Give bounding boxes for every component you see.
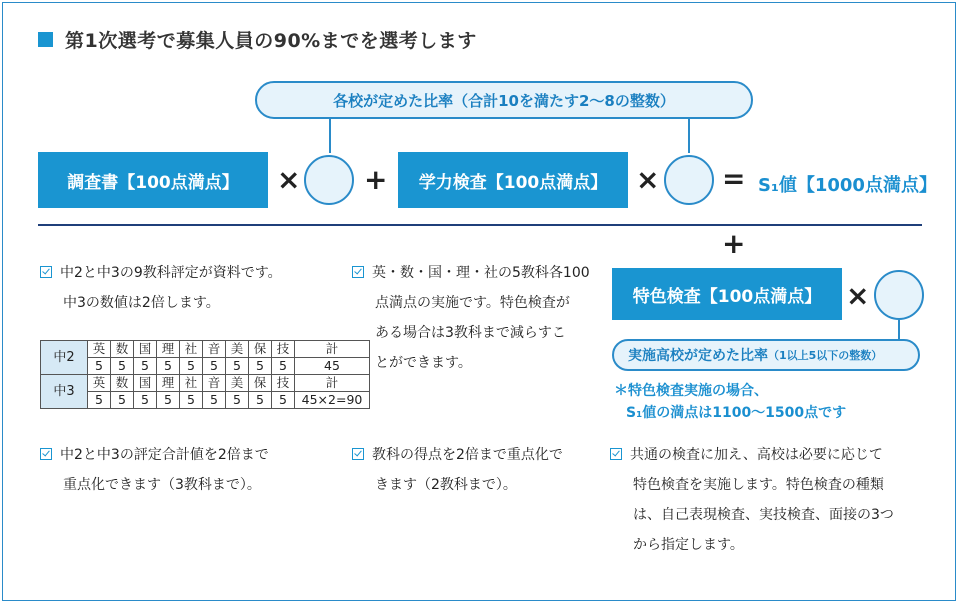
note-line: 英・数・国・理・社の5教科各100	[372, 265, 590, 281]
note-line: とができます。	[375, 355, 472, 371]
ratio-bottom-main: 実施高校が定めた比率	[628, 348, 768, 364]
asterisk-line-2: S₁値の満点は1100〜1500点です	[626, 405, 847, 421]
note-line: 中3の数値は2倍します。	[63, 295, 220, 311]
subject-cell: 国	[134, 341, 157, 358]
subject-cell: 美	[226, 375, 249, 392]
ratio-circle-2	[664, 155, 714, 205]
subject-cell: 英	[88, 375, 111, 392]
value-cell: 5	[134, 358, 157, 375]
note-line: 特色検査を実施します。特色検査の種類	[633, 477, 884, 493]
subject-cell: 数	[111, 375, 134, 392]
subject-cell: 理	[157, 341, 180, 358]
note-line: きます（2教科まで）。	[375, 477, 517, 493]
note-exam-2	[352, 440, 563, 500]
value-cell: 5	[88, 358, 111, 375]
checkbox-icon	[610, 448, 622, 460]
subject-cell: 音	[203, 341, 226, 358]
heading-text: 第1次選考で募集人員の90%までを選考します	[65, 30, 477, 52]
special-exam-box: 特色検査【100点満点】	[612, 268, 842, 320]
subject-cell: 保	[249, 341, 272, 358]
ratio-bottom-pill	[612, 339, 920, 371]
survey-box: 調査書【100点満点】	[38, 152, 268, 208]
grades-table	[40, 340, 370, 409]
times-sign-2: ×	[636, 163, 660, 196]
total-header-cell: 計	[295, 375, 370, 392]
plus-sign-2: +	[722, 227, 746, 260]
value-cell: 5	[203, 392, 226, 409]
exam-box: 学力検査【100点満点】	[398, 152, 628, 208]
equals-sign: =	[722, 162, 746, 195]
checkbox-icon	[352, 448, 364, 460]
checkbox-icon	[40, 266, 52, 278]
note-line: は、自己表現検査、実技検査、面接の3つ	[633, 507, 894, 523]
subject-cell: 理	[157, 375, 180, 392]
total-cell: 45	[295, 358, 370, 375]
value-cell: 5	[180, 392, 203, 409]
value-cell: 5	[180, 358, 203, 375]
total-cell: 45×2=90	[295, 392, 370, 409]
note-line: 中2と中3の9教科評定が資料です。	[60, 265, 282, 281]
note-special-1	[610, 440, 894, 560]
note-survey-2	[40, 440, 269, 500]
value-cell: 5	[249, 392, 272, 409]
note-line: 中2と中3の評定合計値を2倍まで	[60, 447, 269, 463]
asterisk-line-1: ＊特色検査実施の場合、	[614, 383, 768, 399]
subject-cell: 社	[180, 375, 203, 392]
value-cell: 5	[88, 392, 111, 409]
connector-line-bottom	[898, 320, 900, 340]
asterisk-note	[614, 380, 846, 424]
note-line: 共通の検査に加え、高校は必要に応じて	[630, 447, 883, 463]
note-line: ある場合は3教科まで減らすこ	[375, 325, 566, 341]
table-row	[41, 341, 370, 358]
note-line: 教科の得点を2倍まで重点化で	[372, 447, 563, 463]
value-cell: 5	[111, 392, 134, 409]
connector-line-right	[688, 119, 690, 153]
value-cell: 5	[203, 358, 226, 375]
total-header-cell: 計	[295, 341, 370, 358]
formula-divider	[38, 224, 922, 226]
subject-cell: 数	[111, 341, 134, 358]
subject-cell: 社	[180, 341, 203, 358]
note-line: から指定します。	[633, 537, 744, 553]
plus-sign-1: +	[364, 163, 388, 196]
ratio-bottom-sub: （1以上5以下の整数）	[768, 349, 883, 362]
note-survey-1	[40, 258, 282, 318]
ratio-circle-3	[874, 270, 924, 320]
subject-cell: 保	[249, 375, 272, 392]
ratio-circle-1	[304, 155, 354, 205]
value-cell: 5	[272, 392, 295, 409]
times-sign-1: ×	[277, 163, 301, 196]
checkbox-icon	[40, 448, 52, 460]
note-line: 点満点の実施です。特色検査が	[375, 295, 570, 311]
subject-cell: 美	[226, 341, 249, 358]
s1-value-label: S₁値【1000点満点】	[758, 175, 937, 196]
row-label: 中3	[41, 375, 88, 409]
subject-cell: 音	[203, 375, 226, 392]
value-cell: 5	[272, 358, 295, 375]
checkbox-icon	[352, 266, 364, 278]
value-cell: 5	[134, 392, 157, 409]
subject-cell: 英	[88, 341, 111, 358]
table-row	[41, 358, 370, 375]
heading-square-icon	[38, 32, 53, 47]
subject-cell: 国	[134, 375, 157, 392]
connector-line-left	[329, 119, 331, 153]
subject-cell: 技	[272, 375, 295, 392]
value-cell: 5	[249, 358, 272, 375]
value-cell: 5	[111, 358, 134, 375]
value-cell: 5	[157, 358, 180, 375]
times-sign-3: ×	[846, 279, 870, 312]
section-heading	[38, 26, 477, 53]
note-line: 重点化できます（3教科まで）。	[63, 477, 261, 493]
table-row	[41, 375, 370, 392]
value-cell: 5	[157, 392, 180, 409]
table-row	[41, 392, 370, 409]
note-exam-1	[352, 258, 590, 378]
ratio-top-pill: 各校が定めた比率（合計10を満たす2〜8の整数）	[255, 81, 753, 119]
value-cell: 5	[226, 358, 249, 375]
subject-cell: 技	[272, 341, 295, 358]
row-label: 中2	[41, 341, 88, 375]
value-cell: 5	[226, 392, 249, 409]
